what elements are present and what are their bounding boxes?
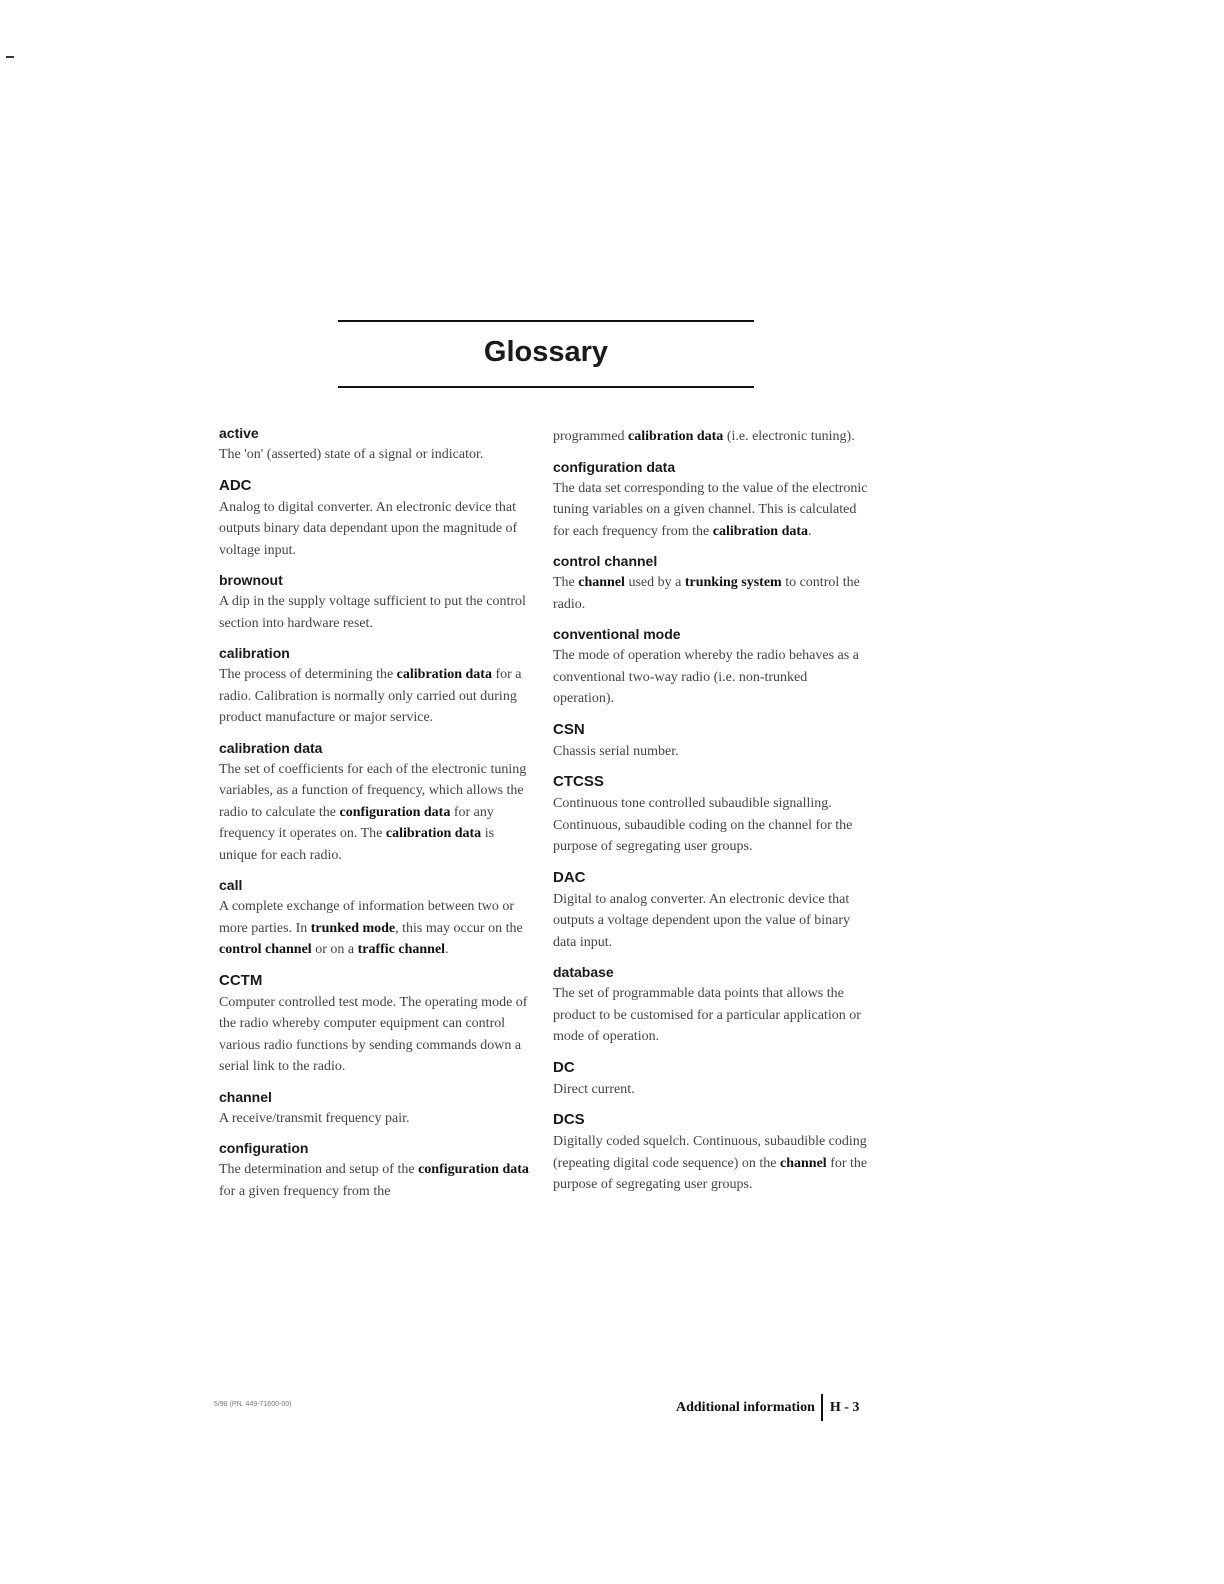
glossary-term: database — [553, 964, 614, 980]
glossary-entry — [219, 1089, 529, 1130]
glossary-entry — [219, 1140, 529, 1202]
glossary-term: DC — [553, 1058, 575, 1076]
glossary-term: ADC — [219, 476, 252, 494]
cross-reference-term: calibration data — [385, 826, 482, 841]
scan-speck — [6, 56, 14, 58]
glossary-term: DAC — [553, 868, 586, 886]
cross-reference-term: configuration data — [339, 804, 451, 820]
definition-text: Digital to analog converter. An electronic device that outputs a voltage dependent upon the value of binary data input. — [553, 891, 851, 950]
glossary-entry — [219, 877, 529, 961]
glossary-term: calibration — [219, 645, 290, 661]
glossary-definition — [219, 444, 529, 466]
glossary-entry — [553, 1059, 871, 1101]
glossary-term: CTCSS — [553, 773, 604, 790]
cross-reference-term: calibration data — [712, 523, 809, 539]
glossary-term: configuration — [219, 1140, 309, 1156]
glossary-entry — [219, 425, 529, 466]
definition-text: The set of programmable data points that allows the product to be customised for a particular application or mode of operation. — [553, 986, 861, 1044]
glossary-entry — [553, 721, 871, 763]
glossary-entry — [219, 972, 529, 1078]
definition-text: for a given frequency from the — [219, 1183, 391, 1199]
definition-text: A dip in the supply voltage sufficient to put the control section into hardware reset. — [219, 594, 526, 631]
definition-text: . — [445, 942, 449, 957]
glossary-definition — [219, 591, 529, 634]
definition-text: to control the radio. — [553, 575, 860, 612]
definition-text: for any frequency it operates on. The — [219, 804, 494, 841]
glossary-entry — [219, 572, 529, 634]
glossary-term: calibration data — [219, 739, 323, 756]
definition-text: The mode of operation whereby the radio behaves as a conventional two-way radio (i.e. non-trunked operation). — [553, 648, 859, 706]
footer-divider — [821, 1394, 823, 1421]
page-number: H - 3 — [829, 1399, 860, 1415]
glossary-term: control channel — [553, 553, 658, 569]
glossary-definition — [219, 896, 529, 961]
glossary-entry — [553, 773, 871, 858]
cross-reference-term: channel — [780, 1155, 827, 1171]
definition-text: . — [808, 523, 812, 539]
definition-text: The set of coefficients for each of the electronic tuning variables, as a function of frequency, which allows the radio to calculate the — [219, 761, 527, 820]
glossary-entry — [553, 426, 871, 448]
glossary-entry — [219, 740, 529, 867]
definition-text: , this may occur on the — [395, 920, 523, 936]
title-rule-top — [338, 320, 754, 322]
glossary-term: brownout — [219, 572, 283, 588]
definition-text: Chassis serial number. — [553, 743, 679, 759]
definition-text: is unique for each radio. — [219, 826, 495, 863]
glossary-right-column — [553, 426, 871, 1207]
glossary-entry — [553, 626, 871, 710]
glossary-definition — [219, 759, 529, 867]
cross-reference-term: trunked mode — [310, 920, 396, 936]
glossary-term: DCS — [553, 1111, 585, 1128]
glossary-definition — [553, 426, 871, 448]
glossary-term: conventional mode — [553, 626, 681, 642]
glossary-entry — [553, 1111, 871, 1196]
glossary-definition — [219, 1159, 529, 1202]
definition-text: The 'on' (asserted) state of a signal or indicator. — [219, 447, 484, 462]
glossary-term: channel — [219, 1088, 272, 1105]
cross-reference-term: configuration data — [418, 1162, 529, 1177]
definition-text: Analog to digital converter. An electronic device that outputs binary data dependant upon the magnitude of voltage input. — [219, 499, 518, 558]
definition-text: A complete exchange of information between two or more parties. In — [219, 899, 515, 936]
glossary-term: call — [219, 877, 243, 893]
definition-text: Computer controlled test mode. The operating mode of the radio whereby computer equipment can control various radio functions by sending commands down a serial link to the radio. — [219, 994, 528, 1074]
glossary-definition — [553, 793, 871, 858]
glossary-definition — [553, 1131, 871, 1196]
cross-reference-term: trunking system — [684, 575, 782, 590]
glossary-definition — [553, 741, 871, 763]
definition-text: used by a — [624, 575, 685, 590]
cross-reference-term: channel — [578, 575, 625, 590]
glossary-term: active — [219, 425, 259, 441]
glossary-definition — [553, 645, 871, 710]
title-rule-bottom — [338, 386, 754, 388]
glossary-left-column — [219, 425, 529, 1213]
definition-text: or on a — [311, 942, 358, 957]
cross-reference-term: traffic channel — [357, 942, 446, 957]
definition-text: The — [553, 575, 579, 590]
definition-text: programmed — [553, 429, 629, 444]
cross-reference-term: control channel — [219, 942, 312, 957]
definition-text: Direct current. — [553, 1081, 635, 1097]
glossary-term: CCTM — [219, 971, 263, 989]
definition-text: (i.e. electronic tuning). — [723, 429, 855, 444]
glossary-entry — [219, 645, 529, 729]
definition-text: Digitally coded squelch. Continuous, subaudible coding (repeating digital code sequence) on the — [553, 1134, 867, 1171]
footer-section-title: Additional information — [676, 1399, 815, 1415]
cross-reference-term: calibration data — [396, 667, 492, 682]
definition-text: A receive/transmit frequency pair. — [219, 1110, 410, 1126]
page-footer — [676, 1394, 859, 1421]
glossary-term: configuration data — [553, 458, 676, 475]
doc-reference: 5/98 (PN. 449-71600-00) — [214, 1401, 292, 1408]
definition-text: The data set corresponding to the value of the electronic tuning variables on a given channel. This is calculated for each frequency from the — [553, 480, 868, 539]
page-title: Glossary — [483, 336, 609, 368]
glossary-entry — [553, 459, 871, 543]
glossary-entry — [553, 553, 871, 615]
glossary-definition — [553, 983, 871, 1048]
definition-text: for the purpose of segregating user groups. — [553, 1155, 868, 1192]
glossary-entry — [553, 869, 871, 954]
glossary-entry — [219, 477, 529, 562]
definition-text: Continuous tone controlled subaudible signalling. Continuous, subaudible coding on the channel for the purpose of segregating user groups. — [553, 796, 853, 854]
glossary-definition — [553, 478, 871, 543]
glossary-definition — [219, 1108, 529, 1130]
glossary-definition — [219, 664, 529, 729]
glossary-definition — [553, 1079, 871, 1101]
definition-text: The determination and setup of the — [219, 1162, 419, 1177]
glossary-definition — [553, 572, 871, 615]
glossary-definition — [553, 889, 871, 954]
definition-text: The process of determining the — [219, 667, 397, 682]
glossary-definition — [219, 992, 529, 1078]
cross-reference-term: calibration data — [628, 429, 724, 444]
glossary-entry — [553, 964, 871, 1048]
definition-text: for a radio. Calibration is normally only carried out during product manufacture or major service. — [219, 667, 522, 725]
glossary-definition — [219, 497, 529, 562]
glossary-term: CSN — [553, 720, 585, 738]
